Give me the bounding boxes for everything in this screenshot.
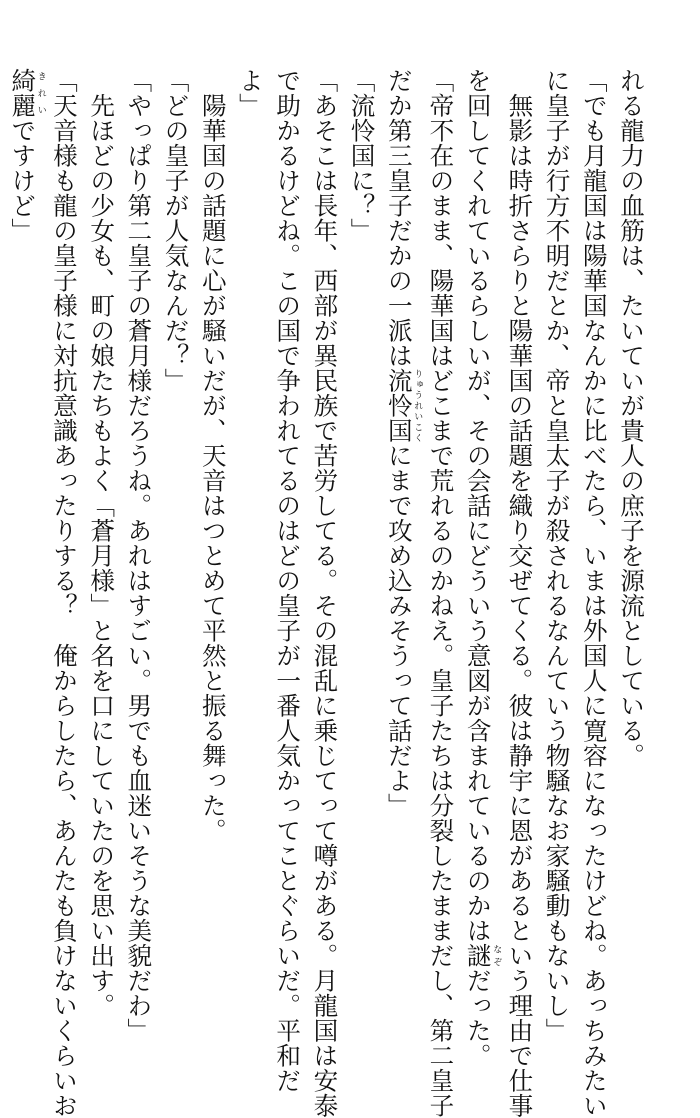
vertical-text-block — [8, 68, 650, 1118]
text-line: 「天音様も龍の皇子様に対抗意識あったりする？ 俺からしたら、あんたも負けないくらいお — [49, 68, 79, 1118]
text-line: 「あそこは長年、西部が異民族で苦労してる。その混乱に乗じてって噂がある。月龍国は安泰 — [310, 68, 340, 1118]
ruby-annotation: 綺麗きれい — [8, 68, 46, 118]
text-line: 陽華国の話題に心が騒いだが、天音はつとめて平然と振る舞った。 — [198, 68, 228, 843]
ruby-annotation: 謎なぞ — [463, 943, 502, 968]
ruby-reading: りゅうれいこく — [412, 368, 423, 443]
text-line: で助かるけどね。この国で争われてるのはどの皇子が一番人気かってことぐらいだ。平和だ — [273, 68, 303, 1093]
text-line: よ」 — [235, 68, 265, 118]
ruby-reading: なぞ — [491, 943, 502, 968]
text-line: 「流怜国に？」 — [347, 68, 377, 243]
text-line: 「帝不在のまま、陽華国はどこまで荒れるのかねえ。皇子たちは分裂したままだし、第二皇子 — [426, 68, 456, 1118]
text-line: れる龍力の血筋は、たいていが貴人の庶子を源流としている。 — [617, 68, 646, 768]
text-line: 「やっぱり第二皇子の蒼月様だろうね。あれはすごい。男でも血迷いそうな美貌だわ」 — [124, 68, 154, 1043]
text-line: 先ほどの少女も、町の娘たちもよく「蒼月様」と名を口にしていたのを思い出す。 — [87, 68, 117, 1018]
text-line: 「どの皇子が人気なんだ？」 — [161, 68, 191, 393]
ruby-reading: きれい — [35, 68, 46, 118]
text-line: 「でも月龍国は陽華国なんかに比べたら、いまは外国人に寛容になったけどね。あっちみたい — [579, 68, 609, 1118]
text-line: に皇子が行方不明だとか、帝と皇太子が殺されるなんていう物騒なお家騒動もないし」 — [542, 68, 572, 1043]
text-line: 綺麗きれいですけど」 — [8, 68, 46, 243]
text-line: 無影は時折さらりと陽華国の話題を織り交ぜてくる。彼は静宇に恩があるという理由で仕事 — [505, 68, 535, 1118]
text-line: を回してくれているらしいが、その会話にどういう意図が含まれているのかは謎なぞだった。 — [463, 68, 502, 1068]
text-line: だか第三皇子だかの一派は流怜国りゅうれいこくにまで攻め込みそうって話だよ」 — [384, 68, 423, 818]
ruby-annotation: 流怜国りゅうれいこく — [384, 368, 423, 443]
